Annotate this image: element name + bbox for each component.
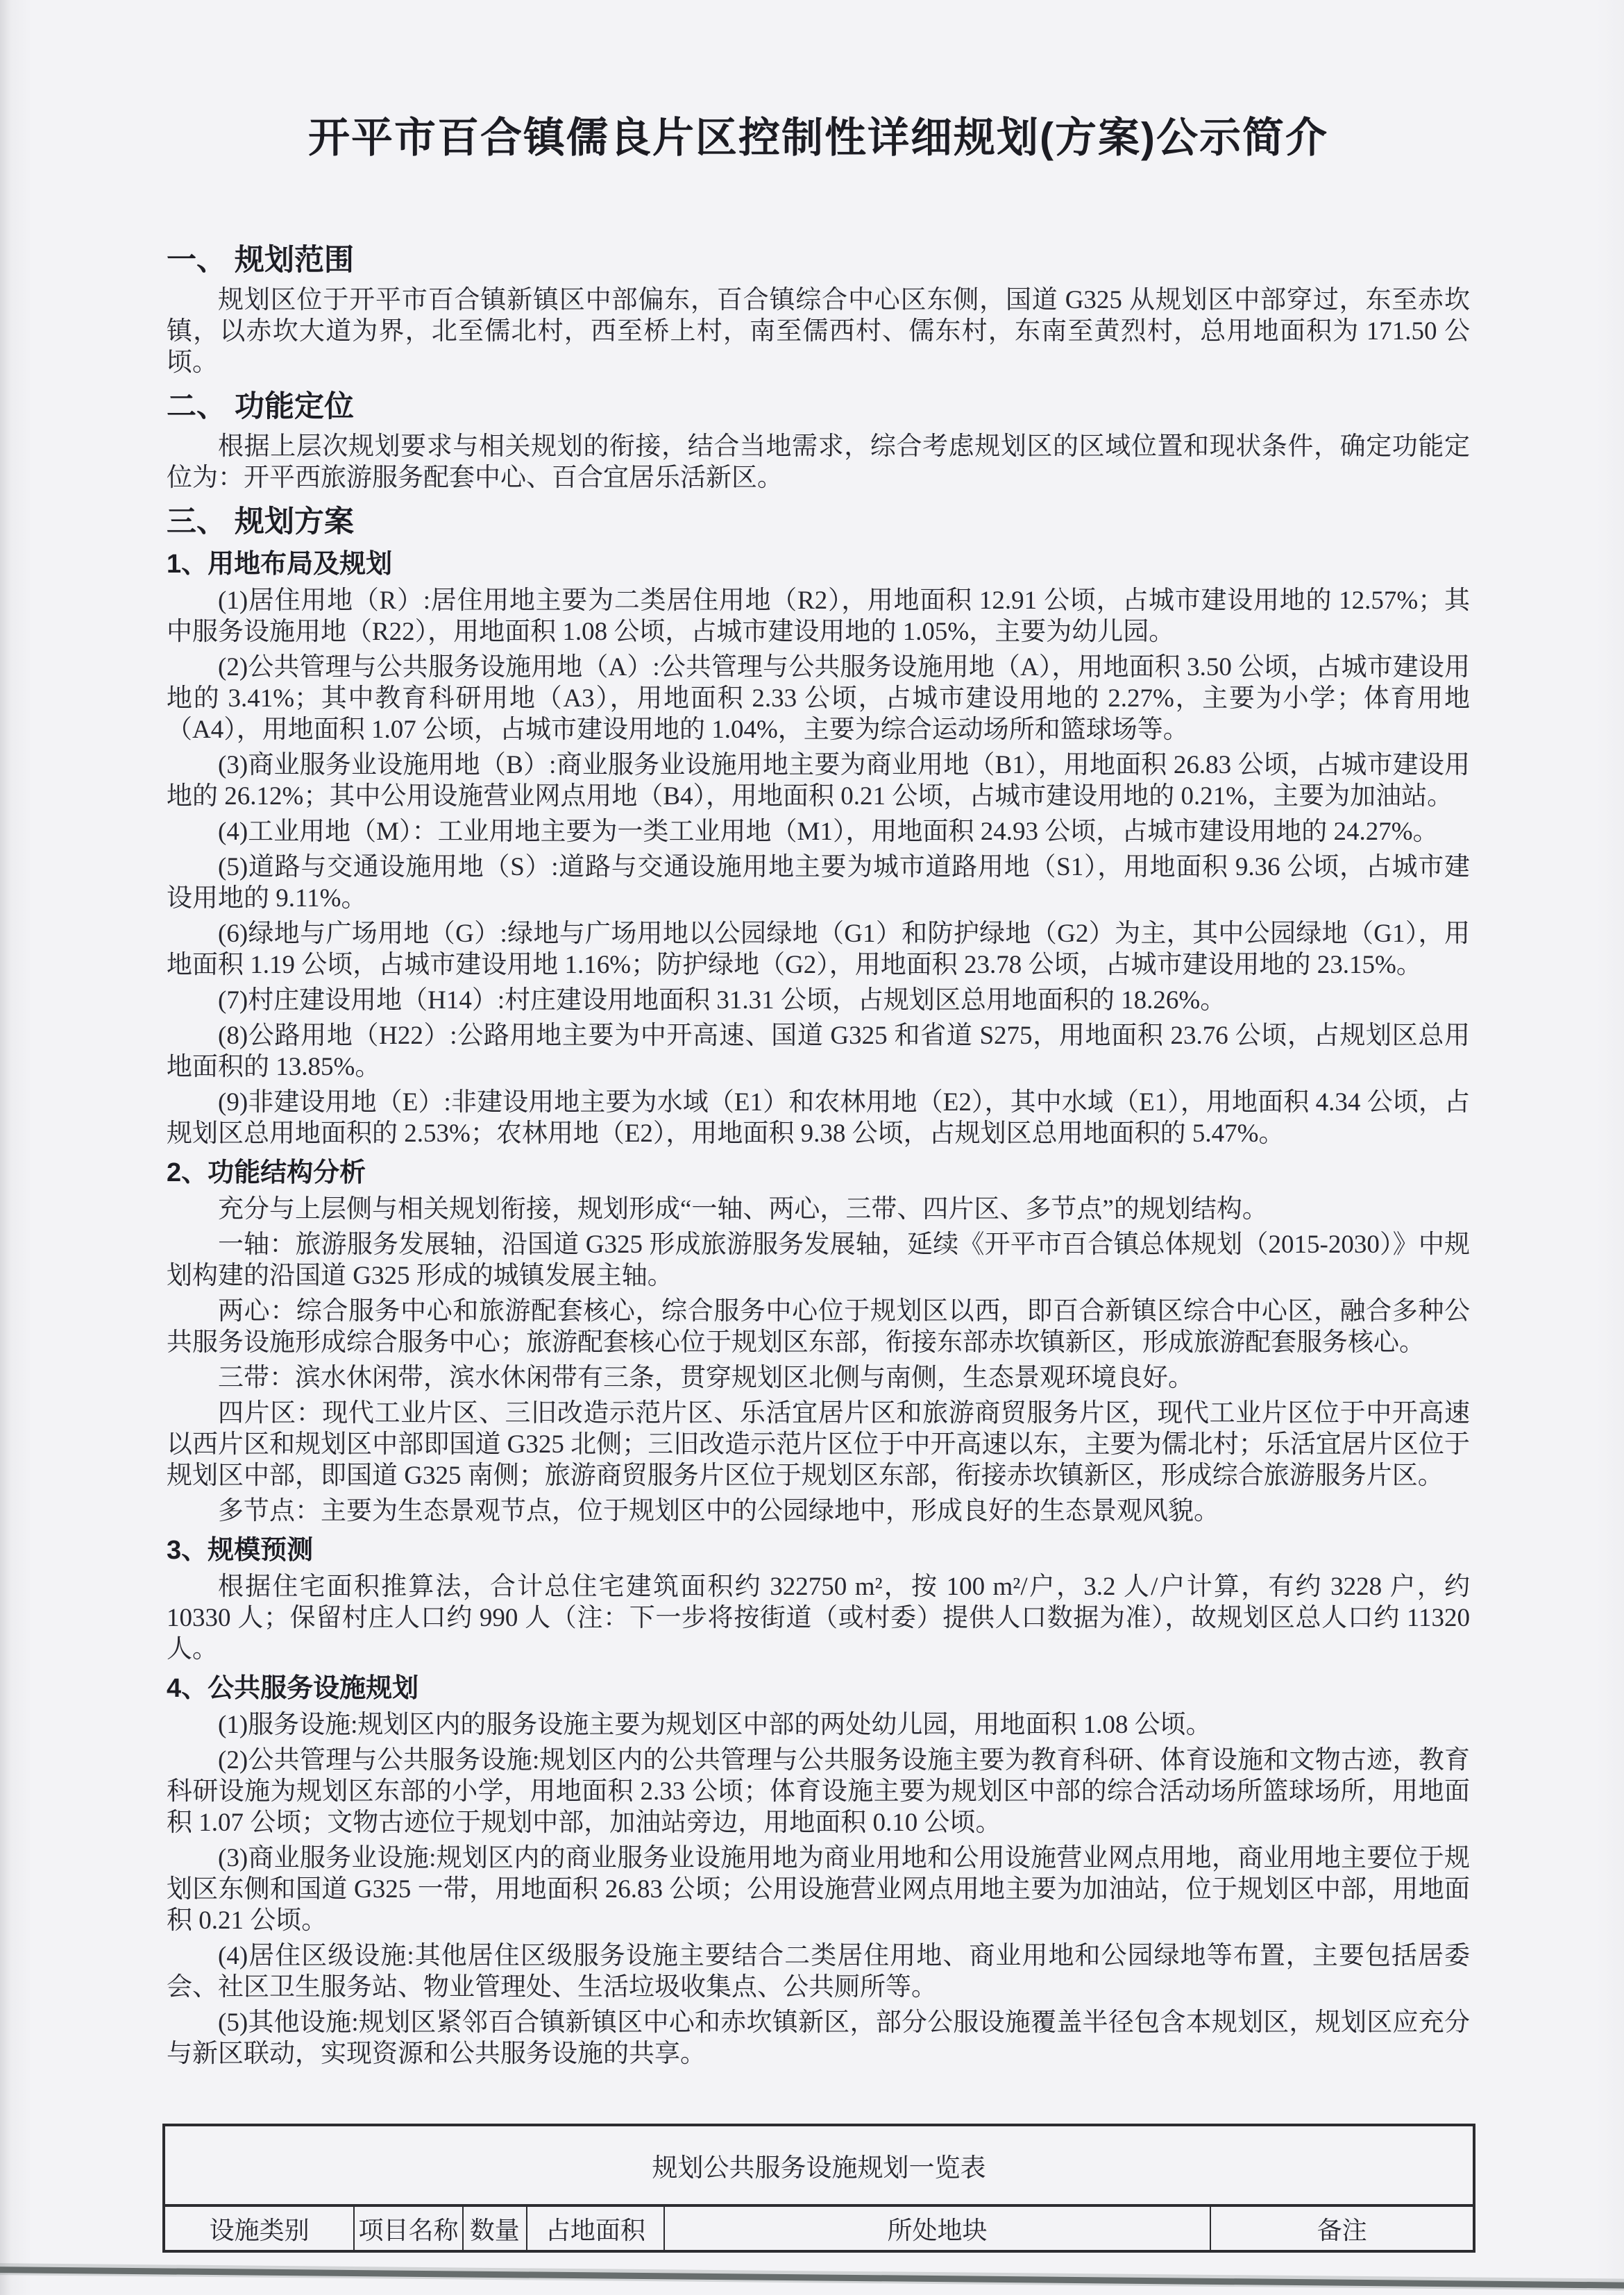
paragraph: 多节点：主要为生态景观节点，位于规划区中的公园绿地中，形成良好的生态景观风貌。	[218, 1497, 1219, 1525]
paragraph: 四片区：现代工业片区、三旧改造示范片区、乐活宜居片区和旅游商贸服务片区，现代工业片区位于中开高速以西片区和规划区中部即国道 G325 北侧；三旧改造示范片区位于中开高速以东，主要为儒北村；乐活宜居片区位于规划区中部，即国道 G325 南侧；旅游商贸服务片区位于规划区东部，衔接赤坎镇新区，形成综合旅游服务片区。	[167, 1399, 1470, 1490]
paragraph: (8)公路用地（H22）:公路用地主要为中开高速、国道 G325 和省道 S275，用地面积 23.76 公顷，占规划区总用地面积的 13.85%。	[167, 1022, 1470, 1081]
subsection-heading-structure: 2、功能结构分析	[167, 1158, 366, 1187]
paragraph: (5)其他设施:规划区紧邻百合镇新镇区中心和赤坎镇新区，部分公服设施覆盖半径包含本规划区，规划区应充分与新区联动，实现资源和公共服务设施的共享。	[167, 2008, 1470, 2068]
document-title: 开平市百合镇儒良片区控制性详细规划(方案)公示简介	[308, 115, 1328, 161]
paragraph: 一轴：旅游服务发展轴，沿国道 G325 形成旅游服务发展轴，延续《开平市百合镇总体规划（2015-2030）》中规划构建的沿国道 G325 形成的城镇发展主轴。	[167, 1230, 1470, 1290]
paragraph: (3)商业服务业设施:规划区内的商业服务业设施用地为商业用地和公用设施营业网点用地，商业用地主要位于规划区东侧和国道 G325 一带，用地面积 26.83 公顷；公用设施营业网点用地主要为加油站，位于规划区中部，用地面积 0.21 公顷。	[167, 1844, 1470, 1935]
paragraph: (3)商业服务业设施用地（B）:商业服务业设施用地主要为商业用地（B1），用地面积 26.83 公顷，占城市建设用地的 26.12%；其中公用设施营业网点用地（B4），用地面积 0.21 公顷，占城市建设用地的 0.21%，主要为加油站。	[167, 751, 1470, 811]
paragraph: (9)非建设用地（E）:非建设用地主要为水域（E1）和农林用地（E2），其中水域（E1），用地面积 4.34 公顷，占规划区总用地面积的 2.53%；农林用地（E2），用地面积 9.38 公顷，占规划区总用地面积的 5.47%。	[167, 1088, 1470, 1148]
table-header-facility-type: 设施类别	[209, 2216, 310, 2244]
paragraph: 三带：滨水休闲带，滨水休闲带有三条，贯穿规划区北侧与南侧，生态景观环境良好。	[218, 1364, 1194, 1392]
table-title: 规划公共服务设施规划一览表	[165, 2126, 1473, 2207]
table-header-row	[165, 2207, 1473, 2250]
section-heading-planning-scope: 一、 规划范围	[167, 244, 354, 277]
paragraph: 根据上层次规划要求与相关规划的衔接，结合当地需求，综合考虑规划区的区域位置和现状条件，确定功能定位为：开平西旅游服务配套中心、百合宜居乐活新区。	[167, 432, 1470, 492]
subsection-heading-land-use: 1、用地布局及规划	[167, 550, 393, 579]
paragraph: (2)公共管理与公共服务设施:规划区内的公共管理与公共服务设施主要为教育科研、体育设施和文物古迹，教育科研设施为规划区东部的小学，用地面积 2.33 公顷；体育设施主要为规划区中部的综合活动场所篮球场所，用地面积 1.07 公顷；文物古迹位于规划中部，加油站旁边，用地面积 0.10 公顷。	[167, 1746, 1470, 1837]
paragraph: 规划区位于开平市百合镇新镇区中部偏东，百合镇综合中心区东侧，国道 G325 从规划区中部穿过，东至赤坎镇，以赤坎大道为界，北至儒北村，西至桥上村，南至儒西村、儒东村，东南至黄烈村，总用地面积为 171.50 公顷。	[167, 286, 1470, 377]
scan-paper-edge-line	[0, 2267, 1624, 2289]
subsection-heading-scale-forecast: 3、规模预测	[167, 1536, 314, 1565]
section-heading-function-position: 二、 功能定位	[167, 390, 354, 423]
table-header-remark: 备注	[1210, 2207, 1473, 2250]
paragraph: (6)绿地与广场用地（G）:绿地与广场用地以公园绿地（G1）和防护绿地（G2）为主，其中公园绿地（G1），用地面积 1.19 公顷，占城市建设用地 1.16%；防护绿地（G2），用地面积 23.78 公顷，占城市建设用地的 23.15%。	[167, 920, 1470, 979]
table-header-project-name: 项目名称	[353, 2207, 462, 2250]
table-header-quantity: 数量	[462, 2207, 526, 2250]
paragraph: (7)村庄建设用地（H14）:村庄建设用地面积 31.31 公顷，占规划区总用地面积的 18.26%。	[218, 986, 1226, 1015]
paragraph: (5)道路与交通设施用地（S）:道路与交通设施用地主要为城市道路用地（S1），用地面积 9.36 公顷，占城市建设用地的 9.11%。	[167, 853, 1470, 913]
table-header-land-area: 占地面积	[526, 2207, 663, 2250]
document-content	[167, 110, 1470, 2253]
paragraph: 充分与上层侧与相关规划衔接，规划形成“一轴、两心，三带、四片区、多节点”的规划结构。	[218, 1195, 1268, 1223]
subsection-heading-public-service: 4、公共服务设施规划	[167, 1674, 419, 1703]
paragraph: (1)居住用地（R）:居住用地主要为二类居住用地（R2），用地面积 12.91 公顷，占城市建设用地的 12.57%；其中服务设施用地（R22），用地面积 1.08 公顷，占城市建设用地的 1.05%，主要为幼儿园。	[167, 586, 1470, 646]
paragraph: (1)服务设施:规划区内的服务设施主要为规划区中部的两处幼儿园，用地面积 1.08 公顷。	[218, 1711, 1212, 1739]
paragraph: 两心：综合服务中心和旅游配套核心，综合服务中心位于规划区以西，即百合新镇区综合中心区，融合多种公共服务设施形成综合服务中心；旅游配套核心位于规划区东部，衔接东部赤坎镇新区，形成旅游配套服务核心。	[167, 1297, 1470, 1357]
paragraph: (4)居住区级设施:其他居住区级服务设施主要结合二类居住用地、商业用地和公园绿地等布置，主要包括居委会、社区卫生服务站、物业管理处、生活垃圾收集点、公共厕所等。	[167, 1942, 1470, 2001]
paragraph: (2)公共管理与公共服务设施用地（A）:公共管理与公共服务设施用地（A），用地面积 3.50 公顷，占城市建设用地的 3.41%；其中教育科研用地（A3），用地面积 2.33 公顷，占城市建设用地的 2.27%，主要为小学；体育用地（A4），用地面积 1.07 公顷，占城市建设用地的 1.04%，主要为综合运动场所和篮球场等。	[167, 653, 1470, 744]
paragraph: 根据住宅面积推算法，合计总住宅建筑面积约 322750 m²，按 100 m²/户，3.2 人/户计算，有约 3228 户，约 10330 人；保留村庄人口约 990 人（注：下一步将按街道（或村委）提供人口数据为准），故规划区总人口约 11320 人。	[167, 1573, 1470, 1663]
section-heading-planning-scheme: 三、 规划方案	[167, 505, 354, 539]
facilities-plan-table	[162, 2124, 1475, 2253]
paragraph: (4)工业用地（M）：工业用地主要为一类工业用地（M1），用地面积 24.93 公顷，占城市建设用地的 24.27%。	[218, 818, 1439, 846]
table-header-located-block: 所处地块	[663, 2207, 1210, 2250]
